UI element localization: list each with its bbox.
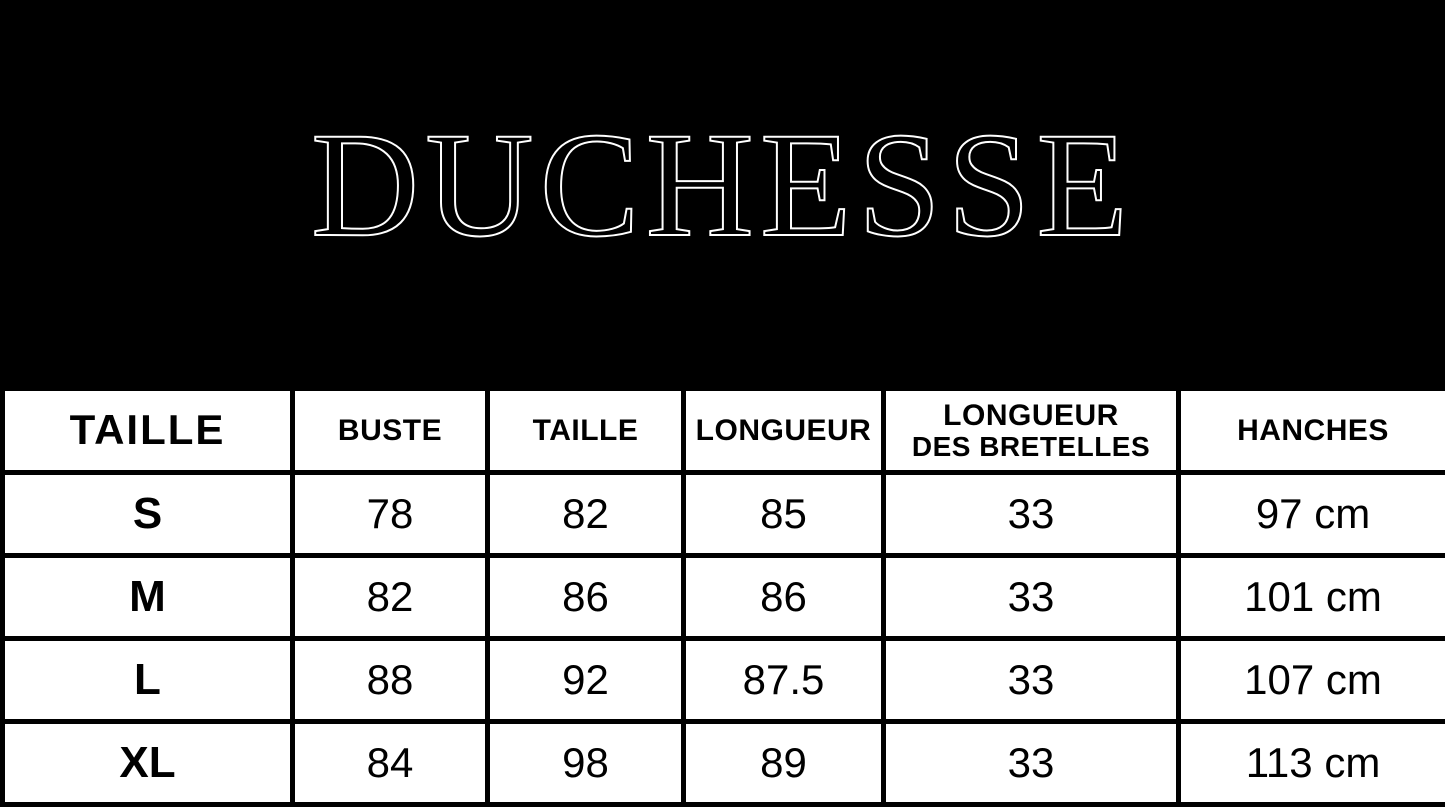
cell-size: XL — [3, 722, 293, 805]
cell-taille: 98 — [488, 722, 684, 805]
column-header-buste-label: BUSTE — [295, 415, 485, 447]
cell-taille: 86 — [488, 556, 684, 639]
table-row — [3, 639, 1445, 722]
size-table-container — [0, 386, 1445, 807]
column-header-longueur-bretelles-sublabel: DES BRETELLES — [886, 432, 1176, 461]
column-header-hanches-label: HANCHES — [1181, 415, 1445, 447]
cell-longueur: 89 — [684, 722, 884, 805]
column-header-taille — [3, 389, 293, 473]
column-header-hanches — [1179, 389, 1445, 473]
cell-size: M — [3, 556, 293, 639]
cell-buste: 84 — [293, 722, 488, 805]
column-header-buste — [293, 389, 488, 473]
cell-buste: 82 — [293, 556, 488, 639]
table-header-row — [3, 389, 1445, 473]
table-row — [3, 722, 1445, 805]
column-header-longueur-bretelles-label: LONGUEUR — [886, 400, 1176, 432]
cell-longueur: 86 — [684, 556, 884, 639]
cell-buste: 78 — [293, 473, 488, 556]
cell-hanches: 113 cm — [1179, 722, 1445, 805]
size-chart-table — [0, 386, 1445, 807]
column-header-taille-mesure — [488, 389, 684, 473]
column-header-longueur — [684, 389, 884, 473]
cell-bretelles: 33 — [884, 639, 1179, 722]
cell-hanches: 97 cm — [1179, 473, 1445, 556]
cell-bretelles: 33 — [884, 722, 1179, 805]
column-header-taille-mesure-label: TAILLE — [490, 415, 681, 447]
table-row — [3, 556, 1445, 639]
brand-header — [0, 0, 1445, 386]
column-header-taille-label: TAILLE — [5, 408, 290, 452]
cell-size: S — [3, 473, 293, 556]
cell-size: L — [3, 639, 293, 722]
column-header-longueur-label: LONGUEUR — [686, 415, 881, 447]
cell-taille: 92 — [488, 639, 684, 722]
cell-taille: 82 — [488, 473, 684, 556]
cell-longueur: 85 — [684, 473, 884, 556]
cell-hanches: 107 cm — [1179, 639, 1445, 722]
brand-title: DUCHESSE — [311, 110, 1134, 276]
cell-hanches: 101 cm — [1179, 556, 1445, 639]
cell-buste: 88 — [293, 639, 488, 722]
cell-bretelles: 33 — [884, 473, 1179, 556]
column-header-longueur-bretelles — [884, 389, 1179, 473]
cell-longueur: 87.5 — [684, 639, 884, 722]
cell-bretelles: 33 — [884, 556, 1179, 639]
table-header — [3, 389, 1445, 473]
table-body — [3, 473, 1445, 805]
table-row — [3, 473, 1445, 556]
